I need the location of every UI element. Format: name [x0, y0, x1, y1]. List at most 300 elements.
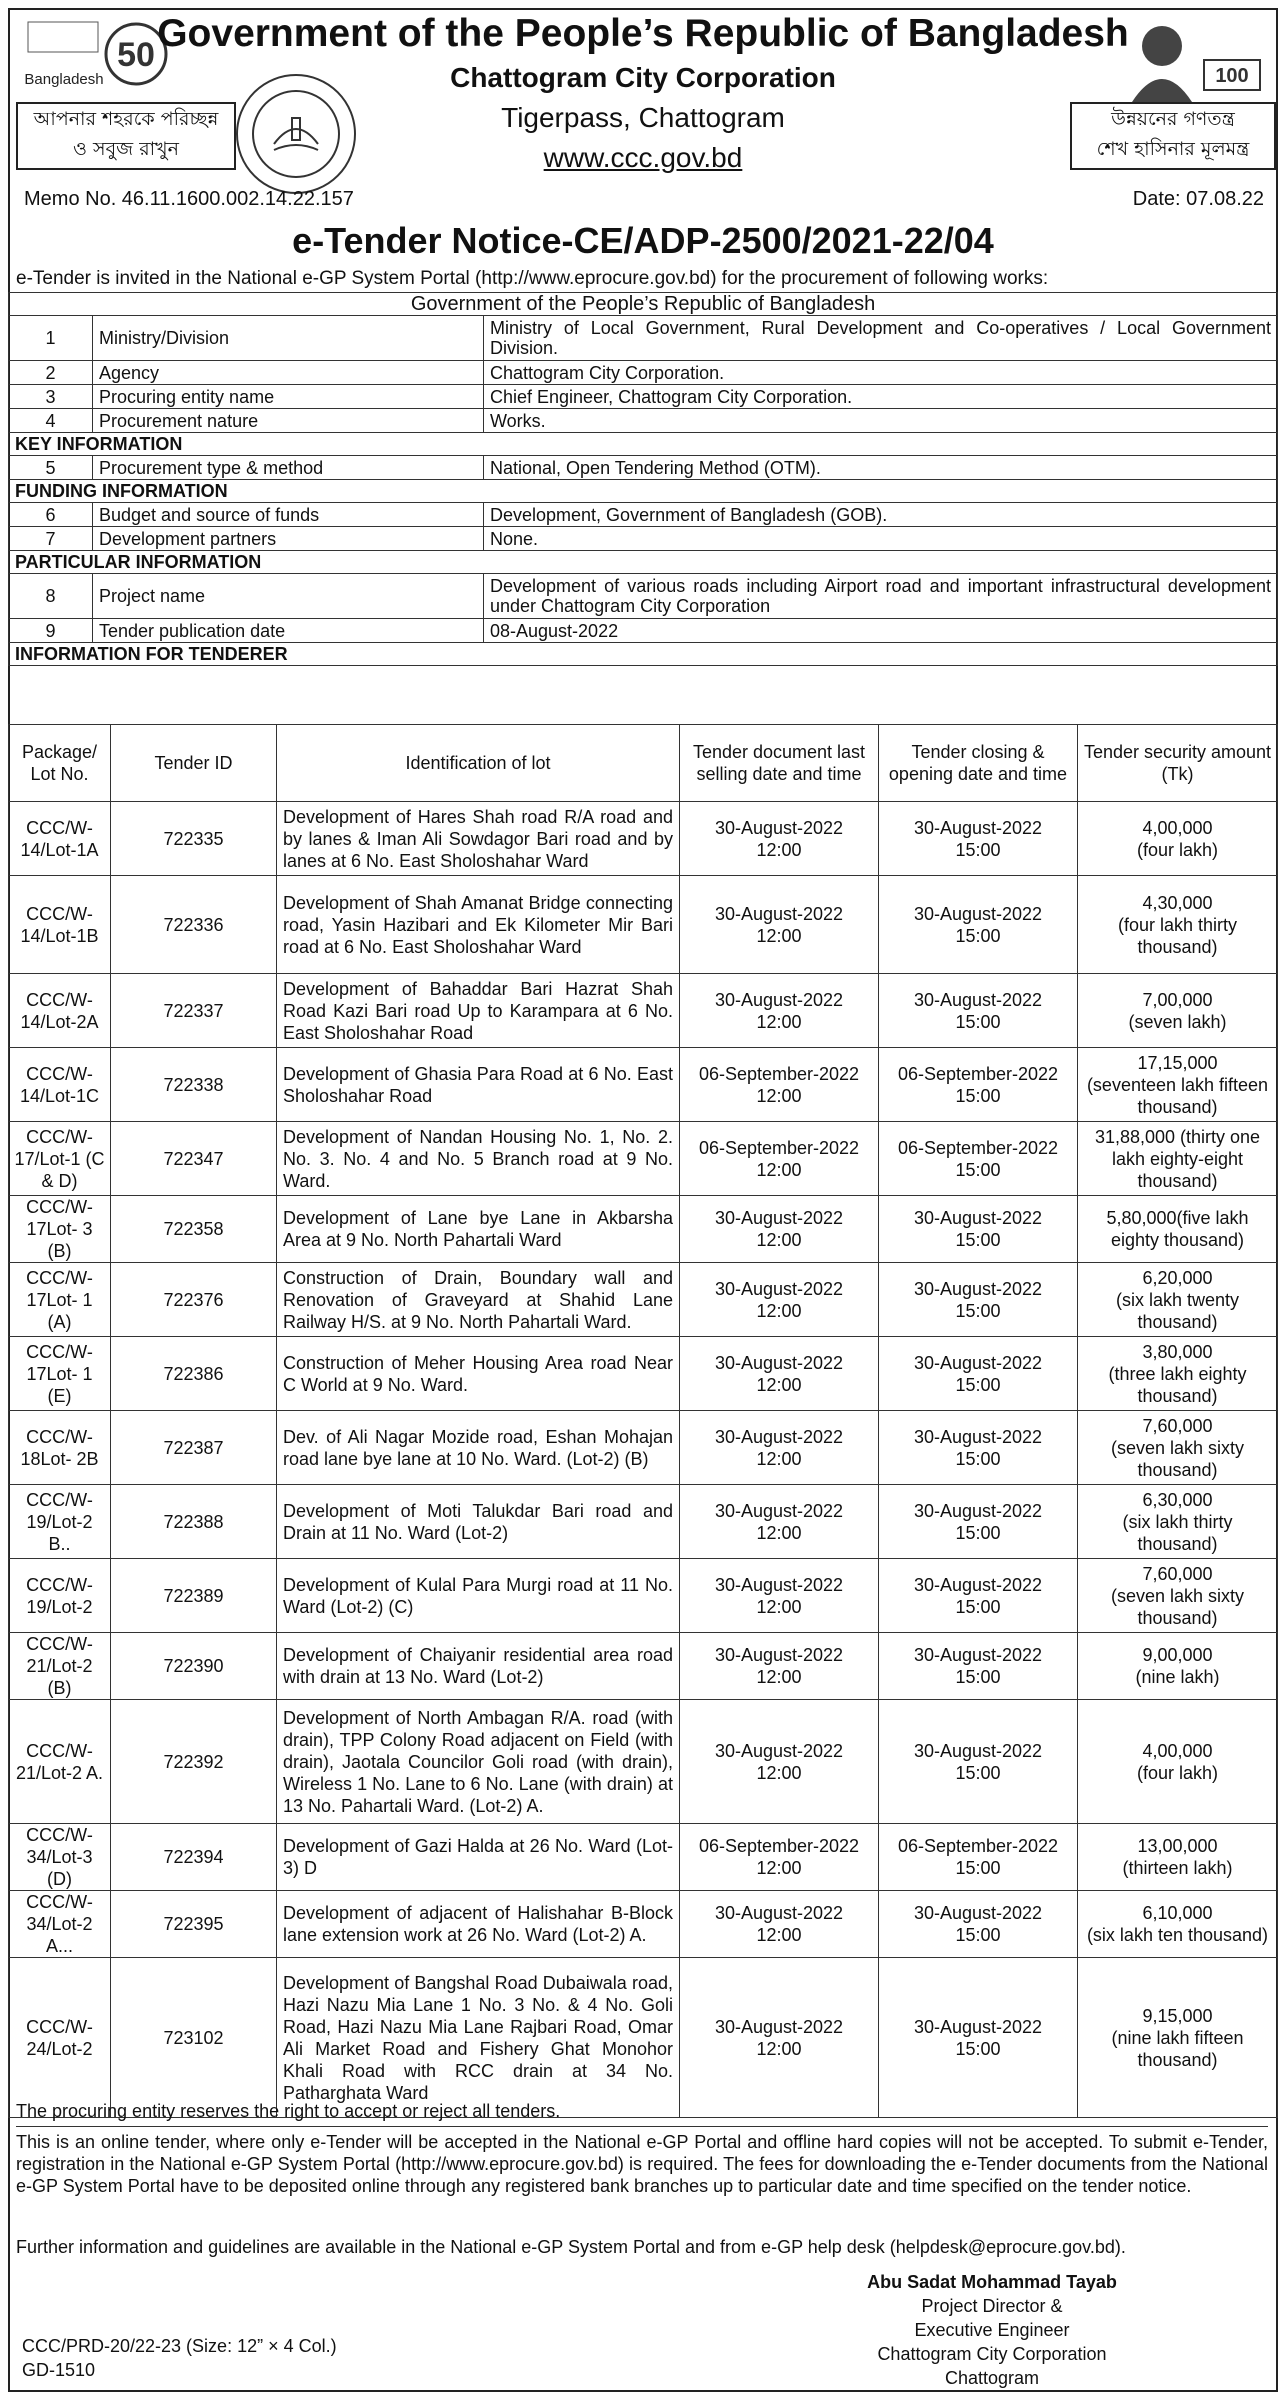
lot-security-words: (seventeen lakh fifteen thousand) [1086, 1074, 1269, 1117]
lot-tender-id: 722387 [111, 1411, 277, 1485]
lot-closing-time: 15:00 [955, 1085, 1001, 1106]
header-package: Package/ Lot No. [9, 725, 111, 802]
lot-tender-id: 722392 [111, 1700, 277, 1824]
invitation-suffix: ) for the procurement of following works: [710, 268, 1049, 289]
lot-closing [879, 802, 1078, 876]
section-heading-row [9, 433, 1278, 456]
lot-security [1078, 1700, 1278, 1824]
lot-security-amount: 7,60,000 [1142, 1563, 1213, 1584]
info-row [9, 574, 1278, 619]
lot-closing-date: 06-September-2022 [897, 1836, 1059, 1856]
government-title: Government of the People’s Republic of Bangladesh [157, 12, 1129, 55]
lot-tender-id: 722388 [111, 1485, 277, 1559]
invitation-text [16, 268, 1048, 290]
info-label: Project name [93, 574, 484, 619]
lot-package: CCC/W-14/Lot-1C [9, 1048, 111, 1122]
lot-tender-id: 723102 [111, 1958, 277, 2118]
lot-security [1078, 1958, 1278, 2118]
lot-package: CCC/W-14/Lot-1A [9, 802, 111, 876]
lot-row [9, 876, 1278, 974]
lots-body [9, 802, 1278, 2118]
lot-security [1078, 974, 1278, 1048]
lot-security [1078, 1263, 1278, 1337]
slogan-left-line-1: আপনার শহরকে পরিচ্ছন্ন [33, 108, 219, 130]
lot-security-amount: 5,80,000(five lakh [1106, 1208, 1249, 1228]
lot-security [1078, 1122, 1278, 1196]
lot-security-amount: 17,15,000 [1137, 1052, 1218, 1073]
lot-security [1078, 1411, 1278, 1485]
lot-tender-id: 722335 [111, 802, 277, 876]
signatory-organization: Chattogram City Corporation [877, 2344, 1107, 2364]
lot-security-words: lakh eighty-eight thousand) [1111, 1148, 1244, 1191]
signatory-title-2: Executive Engineer [914, 2320, 1070, 2340]
lot-security [1078, 1824, 1278, 1891]
lot-closing-time: 15:00 [955, 1522, 1001, 1543]
lot-selling-date: 30-August-2022 [714, 989, 844, 1010]
lot-tender-id: 722347 [111, 1122, 277, 1196]
lot-security-amount: 7,60,000 [1142, 1415, 1213, 1436]
lot-closing-time: 15:00 [955, 1925, 1001, 1945]
lot-selling-date: 30-August-2022 [714, 1352, 844, 1373]
info-value: Chattogram City Corporation. [484, 361, 1278, 385]
lot-package: CCC/W-17/Lot-1 (C & D) [9, 1122, 111, 1196]
mujib-100-portrait [1116, 16, 1266, 102]
lot-closing-date: 30-August-2022 [913, 1352, 1043, 1373]
info-row [9, 456, 1278, 480]
lot-selling [680, 1559, 879, 1633]
lot-selling-time: 12:00 [756, 1448, 802, 1469]
lot-security-amount: 6,30,000 [1142, 1489, 1213, 1510]
info-row [9, 527, 1278, 551]
lot-closing-date: 30-August-2022 [913, 1500, 1043, 1521]
lot-selling-time: 12:00 [756, 2038, 802, 2059]
info-no: 5 [9, 456, 93, 480]
lot-closing-time: 15:00 [955, 1159, 1001, 1180]
lot-security-amount: 3,80,000 [1142, 1341, 1213, 1362]
lot-description: Dev. of Ali Nagar Mozide road, Eshan Mohajan road lane bye lane at 10 No. Ward. (Lot-2) (B) [277, 1411, 680, 1485]
signatory-name: Abu Sadat Mohammad Tayab [867, 2272, 1117, 2292]
reference-prd: CCC/PRD-20/22-23 (Size: 12” × 4 Col.) [22, 2336, 337, 2356]
lot-selling [680, 1485, 879, 1559]
lot-package: CCC/W-21/Lot-2 A. [9, 1700, 111, 1824]
lot-closing-time: 15:00 [955, 1374, 1001, 1395]
lot-selling-date: 30-August-2022 [714, 1500, 844, 1521]
lot-security-words: (six lakh thirty thousand) [1122, 1511, 1233, 1554]
lot-selling-time: 12:00 [756, 1667, 802, 1687]
lot-package: CCC/W-14/Lot-1B [9, 876, 111, 974]
lot-package: CCC/W-19/Lot-2 B.. [9, 1485, 111, 1559]
helpdesk-email-link[interactable]: helpdesk@eprocure.gov.bd [895, 2237, 1115, 2257]
info-gov-heading: Government of the People’s Republic of Bangladesh [9, 293, 1278, 316]
lot-row [9, 1559, 1278, 1633]
lot-closing-time: 15:00 [955, 1858, 1001, 1878]
slogan-left-line-2: ও সবুজ রাখুন [73, 138, 179, 160]
lot-closing [879, 1891, 1078, 1958]
lot-description: Development of adjacent of Halishahar B-Block lane extension work at 26 No. Ward (Lot-2) A. [277, 1891, 680, 1958]
lot-selling [680, 974, 879, 1048]
lot-package: CCC/W-18Lot- 2B [9, 1411, 111, 1485]
lot-selling [680, 1263, 879, 1337]
slogan-right-line-1: উন্নয়নের গণতন্ত্র [1111, 108, 1235, 130]
info-value: Ministry of Local Government, Rural Development and Co-operatives / Local Government Division. [484, 316, 1278, 361]
lot-security [1078, 1337, 1278, 1411]
lot-security-amount: 7,00,000 [1142, 989, 1213, 1010]
lot-closing [879, 1337, 1078, 1411]
lot-tender-id: 722336 [111, 876, 277, 974]
lot-selling-date: 30-August-2022 [714, 1426, 844, 1447]
lot-row [9, 1048, 1278, 1122]
lot-closing [879, 1048, 1078, 1122]
lot-security [1078, 1633, 1278, 1700]
lot-security [1078, 1196, 1278, 1263]
info-label: Ministry/Division [93, 316, 484, 361]
lot-selling [680, 1122, 879, 1196]
lot-description: Development of Kulal Para Murgi road at 11 No. Ward (Lot-2) (C) [277, 1559, 680, 1633]
header-security-amount: Tender security amount (Tk) [1078, 725, 1278, 802]
section-heading-row [9, 551, 1278, 574]
lot-closing-time: 15:00 [955, 1300, 1001, 1321]
lot-tender-id: 722338 [111, 1048, 277, 1122]
lot-security-words: (nine lakh) [1135, 1667, 1220, 1687]
further-text-part-2: ). [1114, 2237, 1126, 2257]
lot-security-words: (three lakh eighty thousand) [1108, 1363, 1247, 1406]
lot-security-words: (six lakh ten thousand) [1086, 1925, 1269, 1945]
lot-security [1078, 1048, 1278, 1122]
lot-selling-date: 30-August-2022 [714, 1278, 844, 1299]
lot-row [9, 802, 1278, 876]
lot-closing [879, 1122, 1078, 1196]
info-label: Procuring entity name [93, 385, 484, 409]
lot-selling-time: 12:00 [756, 1374, 802, 1395]
lot-selling-time: 12:00 [756, 1522, 802, 1543]
lot-closing-time: 15:00 [955, 839, 1001, 860]
lot-row [9, 1824, 1278, 1891]
slogan-right [1070, 102, 1276, 170]
lot-security-amount: 4,00,000 [1142, 817, 1213, 838]
lot-selling [680, 1958, 879, 2118]
slogan-right-line-2: শেখ হাসিনার মূলমন্ত্র [1096, 138, 1250, 160]
lot-package: CCC/W-17Lot- 3 (B) [9, 1196, 111, 1263]
lot-row [9, 1891, 1278, 1958]
header-closing-date: Tender closing & opening date and time [879, 725, 1078, 802]
lot-tender-id: 722337 [111, 974, 277, 1048]
further-info-text [16, 2236, 1268, 2258]
lot-closing-date: 30-August-2022 [913, 2016, 1043, 2037]
info-no: 7 [9, 527, 93, 551]
lots-table [8, 724, 1278, 2118]
lot-security [1078, 1485, 1278, 1559]
lot-tender-id: 722394 [111, 1824, 277, 1891]
lot-selling [680, 1633, 879, 1700]
lot-closing [879, 1263, 1078, 1337]
lot-row [9, 1700, 1278, 1824]
lot-package: CCC/W-34/Lot-3 (D) [9, 1824, 111, 1891]
section-heading-row [9, 480, 1278, 503]
lot-tender-id: 722395 [111, 1891, 277, 1958]
lot-package: CCC/W-34/Lot-2 A... [9, 1891, 111, 1958]
lot-description: Development of Moti Talukdar Bari road and Drain at 11 No. Ward (Lot-2) [277, 1485, 680, 1559]
section-funding-information: FUNDING INFORMATION [9, 480, 1278, 503]
lot-closing [879, 1958, 1078, 2118]
lot-tender-id: 722386 [111, 1337, 277, 1411]
info-no: 8 [9, 574, 93, 619]
lot-selling-time: 12:00 [756, 839, 802, 860]
lot-selling-time: 12:00 [756, 925, 802, 946]
eprocure-footer-link[interactable]: http://www.eprocure.gov.bd [401, 2154, 618, 2174]
lot-security-words: (seven lakh sixty thousand) [1110, 1437, 1245, 1480]
lot-tender-id: 722390 [111, 1633, 277, 1700]
info-value: None. [484, 527, 1278, 551]
lot-security-amount: 6,20,000 [1142, 1267, 1213, 1288]
lot-selling-time: 12:00 [756, 1925, 802, 1945]
lot-security-amount: 4,30,000 [1142, 892, 1213, 913]
lot-closing-date: 30-August-2022 [913, 1278, 1043, 1299]
online-text-part-2: ) is required. The fees for downloading the e-Tender documents from the National e-GP System Portal have to be deposited online through any registered bank branches up to particular date and time specified on the tender notice. [16, 2154, 1268, 2196]
portrait-icon [1116, 16, 1266, 102]
lot-description: Development of Bahaddar Bari Hazrat Shah Road Kazi Bari road Up to Karampara at 6 No. East Sholoshahar Road [277, 974, 680, 1048]
lot-tender-id: 722376 [111, 1263, 277, 1337]
lot-description: Development of Shah Amanat Bridge connecting road, Yasin Hazibari and Ek Kilometer Mir Bari road at 6 No. East Sholoshahar Ward [277, 876, 680, 974]
lot-closing-date: 30-August-2022 [913, 903, 1043, 924]
info-label: Tender publication date [93, 619, 484, 643]
section-heading-row [9, 643, 1278, 666]
info-label: Procurement nature [93, 409, 484, 433]
lot-description: Development of Gazi Halda at 26 No. Ward (Lot-3) D [277, 1824, 680, 1891]
info-no: 4 [9, 409, 93, 433]
info-row [9, 361, 1278, 385]
lot-selling [680, 876, 879, 974]
lot-security-words: (thirteen lakh) [1122, 1858, 1233, 1878]
lot-security-amount: 6,10,000 [1142, 1903, 1213, 1923]
lot-closing [879, 1824, 1078, 1891]
lot-selling-time: 12:00 [756, 1596, 802, 1617]
lot-closing-date: 30-August-2022 [913, 989, 1043, 1010]
lot-closing-date: 06-September-2022 [897, 1063, 1059, 1084]
lot-selling-time: 12:00 [756, 1085, 802, 1106]
info-no: 6 [9, 503, 93, 527]
lot-selling-time: 12:00 [756, 1762, 802, 1783]
lot-selling-date: 30-August-2022 [714, 1208, 844, 1228]
signature-block [812, 2270, 1172, 2390]
lot-closing [879, 1411, 1078, 1485]
memo-number: Memo No. 46.11.1600.002.14.22.157 [24, 188, 354, 210]
further-text-part-1: Further information and guidelines are available in the National e-GP System Portal and from e-GP help desk ( [16, 2237, 896, 2257]
lot-package: CCC/W-17Lot- 1 (A) [9, 1263, 111, 1337]
lot-closing [879, 1485, 1078, 1559]
lot-row [9, 1411, 1278, 1485]
lot-selling-time: 12:00 [756, 1230, 802, 1250]
lot-description: Development of Nandan Housing No. 1, No. 2. No. 3. No. 4 and No. 5 Branch road at 9 No. Ward. [277, 1122, 680, 1196]
lot-closing-time: 15:00 [955, 1596, 1001, 1617]
lot-description: Development of Bangshal Road Dubaiwala road, Hazi Nazu Mia Lane 1 No. 3 No. & 4 No. Goli Road, Hazi Nazu Mia Lane Rajbari Road, Omar Ali Market Road and Fishery Ghat Monohor Khali Road with RCC drain at 34 No. Patharghata Ward [277, 1958, 680, 2118]
header-tender-id: Tender ID [111, 725, 277, 802]
lot-closing-time: 15:00 [955, 1011, 1001, 1032]
lot-selling [680, 1891, 879, 1958]
lot-security-words: (four lakh) [1136, 839, 1219, 860]
info-value: Development of various roads including Airport road and important infrastructural development under Chattogram City Corporation [484, 574, 1278, 619]
lot-package: CCC/W-24/Lot-2 [9, 1958, 111, 2118]
online-text-part-1: This is an online tender, where only e-Tender will be accepted in the National e-GP Portal and offline hard copies will not be accepted. To submit e-Tender, registration in the National e-GP System Portal ( [16, 2132, 1268, 2174]
lot-closing-date: 30-August-2022 [913, 1208, 1043, 1228]
lot-security [1078, 802, 1278, 876]
lot-security-amount: 4,00,000 [1142, 1740, 1213, 1761]
lot-package: CCC/W-19/Lot-2 [9, 1559, 111, 1633]
lot-closing-date: 30-August-2022 [913, 1426, 1043, 1447]
reference-block [22, 2334, 337, 2382]
lot-selling [680, 1337, 879, 1411]
lot-selling-time: 12:00 [756, 1300, 802, 1321]
lot-selling [680, 1196, 879, 1263]
lot-closing [879, 974, 1078, 1048]
lot-selling [680, 1411, 879, 1485]
lot-security-amount: 9,00,000 [1142, 1645, 1213, 1665]
lot-closing-date: 30-August-2022 [913, 1903, 1043, 1923]
online-tender-text [16, 2126, 1268, 2197]
lot-row [9, 1122, 1278, 1196]
logo-caption: Bangladesh [24, 71, 104, 88]
lot-security-words: eighty thousand) [1110, 1230, 1245, 1250]
portrait-badge: 100 [1215, 65, 1249, 87]
info-row [9, 316, 1278, 361]
lot-security-words: (four lakh thirty thousand) [1117, 914, 1238, 957]
lot-security-amount: 31,88,000 (thirty one [1094, 1126, 1261, 1147]
lot-closing-time: 15:00 [955, 1762, 1001, 1783]
eprocure-link[interactable]: http://www.eprocure.gov.bd [481, 268, 711, 289]
lot-selling-date: 30-August-2022 [714, 1740, 844, 1761]
lot-closing-time: 15:00 [955, 1448, 1001, 1469]
lot-tender-id: 722358 [111, 1196, 277, 1263]
lot-selling-date: 30-August-2022 [714, 817, 844, 838]
info-label: Budget and source of funds [93, 503, 484, 527]
lot-row [9, 1337, 1278, 1411]
lot-selling [680, 1048, 879, 1122]
info-no: 9 [9, 619, 93, 643]
info-value: Development, Government of Bangladesh (GOB). [484, 503, 1278, 527]
lot-closing-time: 15:00 [955, 1667, 1001, 1687]
logo-number: 50 [117, 36, 155, 74]
reference-gd: GD-1510 [22, 2360, 96, 2380]
info-value: National, Open Tendering Method (OTM). [484, 456, 1278, 480]
lot-selling-time: 12:00 [756, 1011, 802, 1032]
header-identification: Identification of lot [277, 725, 680, 802]
lot-security [1078, 1559, 1278, 1633]
lot-security-amount: 13,00,000 [1137, 1836, 1218, 1856]
info-row [9, 385, 1278, 409]
lot-selling [680, 1700, 879, 1824]
lot-security-words: (four lakh) [1136, 1762, 1219, 1783]
lot-closing-date: 30-August-2022 [913, 1645, 1043, 1665]
lot-security [1078, 876, 1278, 974]
lot-row [9, 1485, 1278, 1559]
info-row [9, 409, 1278, 433]
lot-row [9, 1958, 1278, 2118]
lot-closing-time: 15:00 [955, 2038, 1001, 2059]
invitation-prefix: e-Tender is invited in the National e-GP System Portal ( [16, 268, 482, 289]
notice-date: Date: 07.08.22 [1132, 188, 1264, 210]
lot-package: CCC/W-14/Lot-2A [9, 974, 111, 1048]
lot-selling-date: 06-September-2022 [698, 1137, 860, 1158]
lot-selling-date: 30-August-2022 [714, 1574, 844, 1595]
lot-description: Development of Ghasia Para Road at 6 No. East Sholoshahar Road [277, 1048, 680, 1122]
lot-security [1078, 1891, 1278, 1958]
lot-description: Development of North Ambagan R/A. road (with drain), TPP Colony Road adjacent on Field (with drain), Jaotala Councilor Goli road (with drain), Wireless 1 No. Lane to 6 No. Lane (with drain) at 13 No. Pahartali Ward. (Lot-2) A. [277, 1700, 680, 1824]
section-particular-information: PARTICULAR INFORMATION [9, 551, 1278, 574]
lot-closing-time: 15:00 [955, 1230, 1001, 1250]
lot-row [9, 1263, 1278, 1337]
info-no: 1 [9, 316, 93, 361]
lot-selling [680, 802, 879, 876]
info-label: Procurement type & method [93, 456, 484, 480]
lot-closing [879, 1559, 1078, 1633]
lot-closing-date: 06-September-2022 [897, 1137, 1059, 1158]
info-row [9, 619, 1278, 643]
lot-selling-time: 12:00 [756, 1858, 802, 1878]
lot-row [9, 974, 1278, 1048]
lot-selling-date: 30-August-2022 [714, 903, 844, 924]
lot-description: Development of Hares Shah road R/A road and by lanes & Iman Ali Sowdagor Bari road and by lanes at 6 No. East Sholoshahar Ward [277, 802, 680, 876]
corporation-name: Chattogram City Corporation [450, 62, 836, 93]
website-link[interactable]: www.ccc.gov.bd [543, 142, 743, 173]
info-value: Works. [484, 409, 1278, 433]
info-heading-row [9, 293, 1278, 316]
header-selling-date: Tender document last selling date and time [680, 725, 879, 802]
lot-security-words: (six lakh twenty thousand) [1115, 1289, 1240, 1332]
lot-description: Construction of Meher Housing Area road Near C World at 9 No. Ward. [277, 1337, 680, 1411]
lot-closing [879, 876, 1078, 974]
lot-package: CCC/W-21/Lot-2 (B) [9, 1633, 111, 1700]
lot-closing-time: 15:00 [955, 925, 1001, 946]
info-value: 08-August-2022 [484, 619, 1278, 643]
lot-closing-date: 30-August-2022 [913, 1574, 1043, 1595]
tender-notice-page [8, 8, 1278, 2392]
procurement-info-table [8, 292, 1278, 666]
info-no: 2 [9, 361, 93, 385]
lot-row [9, 1633, 1278, 1700]
lot-security-words: (nine lakh fifteen thousand) [1111, 2027, 1244, 2070]
lot-closing [879, 1633, 1078, 1700]
info-label: Development partners [93, 527, 484, 551]
section-information-for-tenderer: INFORMATION FOR TENDERER [9, 643, 1278, 666]
lot-selling-date: 06-September-2022 [698, 1063, 860, 1084]
lot-closing [879, 1196, 1078, 1263]
lot-description: Development of Chaiyanir residential area road with drain at 13 No. Ward (Lot-2) [277, 1633, 680, 1700]
corporation-address: Tigerpass, Chattogram [501, 102, 785, 133]
notice-title: e-Tender Notice-CE/ADP-2500/2021-22/04 [292, 220, 994, 261]
lot-selling [680, 1824, 879, 1891]
lot-description: Construction of Drain, Boundary wall and Renovation of Graveyard at Shahid Lane Railway H/S. at 9 No. North Pahartali Ward. [277, 1263, 680, 1337]
info-row [9, 503, 1278, 527]
lot-selling-date: 30-August-2022 [714, 2016, 844, 2037]
info-label: Agency [93, 361, 484, 385]
reserve-right-text: The procuring entity reserves the right to accept or reject all tenders. [16, 2101, 561, 2121]
lot-security-amount: 9,15,000 [1142, 2005, 1213, 2026]
lot-row [9, 1196, 1278, 1263]
lot-security-words: (seven lakh sixty thousand) [1110, 1585, 1245, 1628]
lot-selling-date: 30-August-2022 [714, 1903, 844, 1923]
section-key-information: KEY INFORMATION [9, 433, 1278, 456]
lot-selling-date: 06-September-2022 [698, 1836, 860, 1856]
lot-closing-date: 30-August-2022 [913, 1740, 1043, 1761]
signatory-city: Chattogram [944, 2368, 1040, 2388]
lot-security-words: (seven lakh) [1128, 1011, 1227, 1032]
lot-package: CCC/W-17Lot- 1 (E) [9, 1337, 111, 1411]
lot-closing [879, 1700, 1078, 1824]
info-no: 3 [9, 385, 93, 409]
lot-description: Development of Lane bye Lane in Akbarsha Area at 9 No. North Pahartali Ward [277, 1196, 680, 1263]
lots-header-row [9, 725, 1278, 802]
lot-closing-date: 30-August-2022 [913, 817, 1043, 838]
lot-tender-id: 722389 [111, 1559, 277, 1633]
